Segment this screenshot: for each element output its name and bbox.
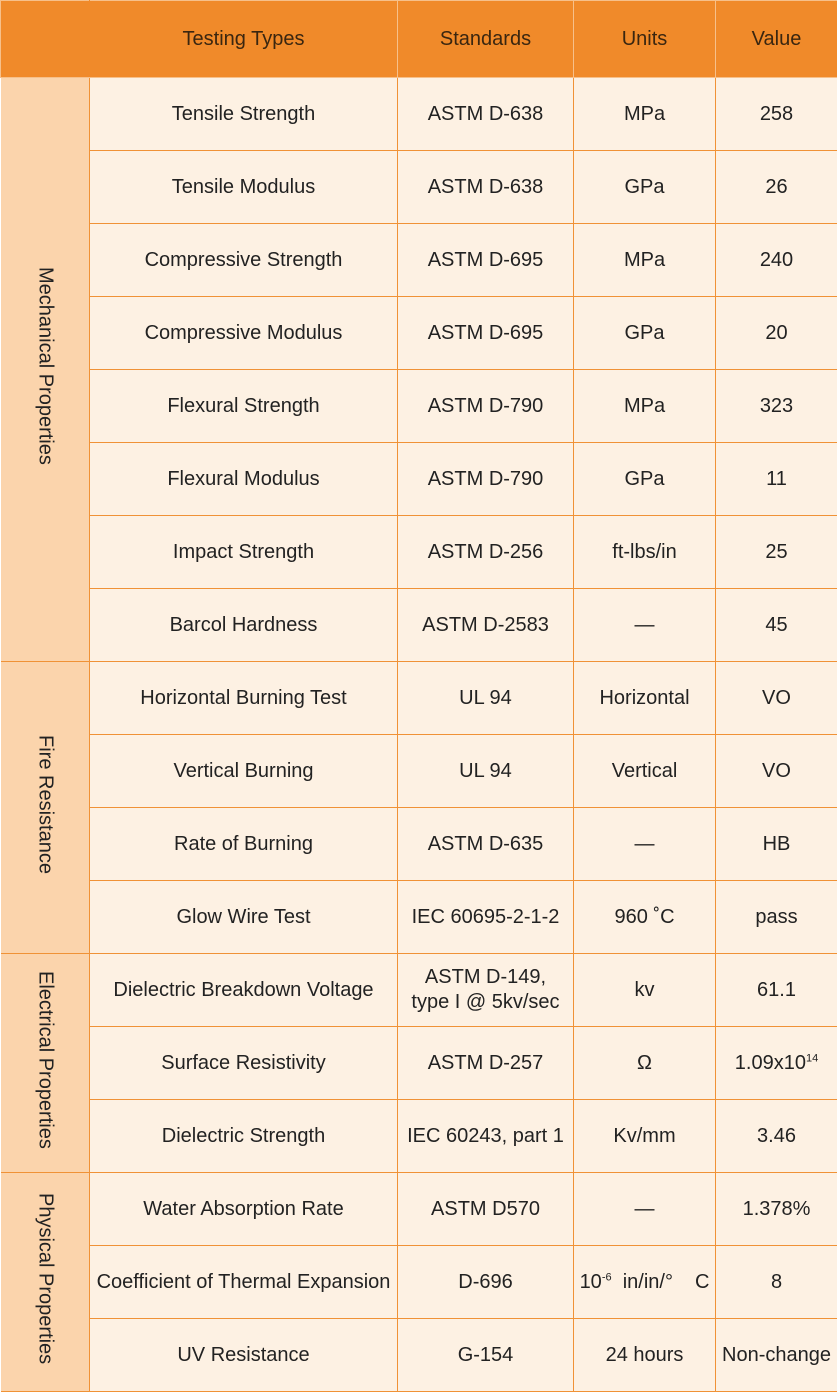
standard-line-1: ASTM D-149, xyxy=(398,965,573,990)
test-name: Vertical Burning xyxy=(90,735,398,808)
table-row xyxy=(1,881,837,954)
table-row xyxy=(1,224,837,297)
standard: ASTM D-695 xyxy=(398,297,574,370)
test-name: Water Absorption Rate xyxy=(90,1173,398,1246)
test-name: Impact Strength xyxy=(90,516,398,589)
test-name: Compressive Strength xyxy=(90,224,398,297)
unit: MPa xyxy=(574,370,716,443)
unit-base: 10 xyxy=(580,1271,602,1293)
value-base: 1.09x10 xyxy=(735,1052,806,1074)
unit: Ω xyxy=(574,1027,716,1100)
unit: ft-lbs/in xyxy=(574,516,716,589)
value: 45 xyxy=(716,589,837,662)
header-corner xyxy=(1,1,90,78)
group-electrical xyxy=(1,954,90,1173)
test-name: Glow Wire Test xyxy=(90,881,398,954)
unit: — xyxy=(574,589,716,662)
standard: ASTM D570 xyxy=(398,1173,574,1246)
standard: ASTM D-256 xyxy=(398,516,574,589)
table-row xyxy=(1,954,837,1027)
value: 8 xyxy=(716,1246,837,1319)
table-row xyxy=(1,78,837,151)
unit: MPa xyxy=(574,78,716,151)
value: VO xyxy=(716,662,837,735)
value xyxy=(716,1027,837,1100)
header-row xyxy=(1,1,837,78)
value-exponent: 14 xyxy=(806,1052,818,1064)
table-row xyxy=(1,735,837,808)
test-name: Barcol Hardness xyxy=(90,589,398,662)
group-fire xyxy=(1,662,90,954)
test-name: Coefficient of Thermal Expansion xyxy=(90,1246,398,1319)
group-label: Fire Resistance xyxy=(32,735,57,874)
standard-line-2: type I @ 5kv/sec xyxy=(398,990,573,1015)
unit xyxy=(574,1246,716,1319)
standard: UL 94 xyxy=(398,662,574,735)
test-name: Flexural Modulus xyxy=(90,443,398,516)
header-value: Value xyxy=(716,1,837,78)
value: 11 xyxy=(716,443,837,516)
unit: GPa xyxy=(574,151,716,224)
group-mechanical xyxy=(1,78,90,662)
test-name: Dielectric Breakdown Voltage xyxy=(90,954,398,1027)
unit-end: C xyxy=(695,1271,709,1293)
value: 3.46 xyxy=(716,1100,837,1173)
table-row xyxy=(1,1319,837,1392)
header-units: Units xyxy=(574,1,716,78)
table-row xyxy=(1,151,837,224)
standard: ASTM D-257 xyxy=(398,1027,574,1100)
value: 1.378% xyxy=(716,1173,837,1246)
test-name: Dielectric Strength xyxy=(90,1100,398,1173)
test-name: Rate of Burning xyxy=(90,808,398,881)
test-name: Horizontal Burning Test xyxy=(90,662,398,735)
table-row xyxy=(1,1173,837,1246)
unit: GPa xyxy=(574,443,716,516)
standard: ASTM D-635 xyxy=(398,808,574,881)
standard: D-696 xyxy=(398,1246,574,1319)
test-name: Compressive Modulus xyxy=(90,297,398,370)
unit: kv xyxy=(574,954,716,1027)
value: pass xyxy=(716,881,837,954)
standard: IEC 60243, part 1 xyxy=(398,1100,574,1173)
value: Non-change xyxy=(716,1319,837,1392)
value: 61.1 xyxy=(716,954,837,1027)
value: 20 xyxy=(716,297,837,370)
unit: Vertical xyxy=(574,735,716,808)
table-row xyxy=(1,589,837,662)
header-testing-types: Testing Types xyxy=(90,1,398,78)
standard xyxy=(398,954,574,1027)
value: HB xyxy=(716,808,837,881)
test-name: Tensile Strength xyxy=(90,78,398,151)
table-row xyxy=(1,1100,837,1173)
standard: G-154 xyxy=(398,1319,574,1392)
test-name: Flexural Strength xyxy=(90,370,398,443)
value: 323 xyxy=(716,370,837,443)
standard: ASTM D-638 xyxy=(398,151,574,224)
test-name: Tensile Modulus xyxy=(90,151,398,224)
standard: IEC 60695-2-1-2 xyxy=(398,881,574,954)
table-row xyxy=(1,1027,837,1100)
unit: Horizontal xyxy=(574,662,716,735)
unit: 24 hours xyxy=(574,1319,716,1392)
value: 25 xyxy=(716,516,837,589)
standard: ASTM D-790 xyxy=(398,370,574,443)
header-standards: Standards xyxy=(398,1,574,78)
unit: — xyxy=(574,808,716,881)
value: 240 xyxy=(716,224,837,297)
standard: ASTM D-638 xyxy=(398,78,574,151)
unit: MPa xyxy=(574,224,716,297)
test-name: Surface Resistivity xyxy=(90,1027,398,1100)
standard: ASTM D-790 xyxy=(398,443,574,516)
table-row xyxy=(1,297,837,370)
value: VO xyxy=(716,735,837,808)
standard: ASTM D-2583 xyxy=(398,589,574,662)
value: 26 xyxy=(716,151,837,224)
unit: — xyxy=(574,1173,716,1246)
table-row xyxy=(1,443,837,516)
table-row xyxy=(1,808,837,881)
group-label: Mechanical Properties xyxy=(32,267,57,465)
table-row xyxy=(1,370,837,443)
test-name: UV Resistance xyxy=(90,1319,398,1392)
unit: Kv/mm xyxy=(574,1100,716,1173)
group-label: Electrical Properties xyxy=(32,971,57,1149)
unit-exponent: -6 xyxy=(602,1271,612,1283)
value: 258 xyxy=(716,78,837,151)
table-row xyxy=(1,516,837,589)
standard: ASTM D-695 xyxy=(398,224,574,297)
unit: GPa xyxy=(574,297,716,370)
standard: UL 94 xyxy=(398,735,574,808)
group-label: Physical Properties xyxy=(32,1193,57,1364)
unit: 960 ˚C xyxy=(574,881,716,954)
unit-rest: in/in/° xyxy=(623,1271,673,1293)
group-physical xyxy=(1,1173,90,1392)
table-row xyxy=(1,662,837,735)
table-row xyxy=(1,1246,837,1319)
